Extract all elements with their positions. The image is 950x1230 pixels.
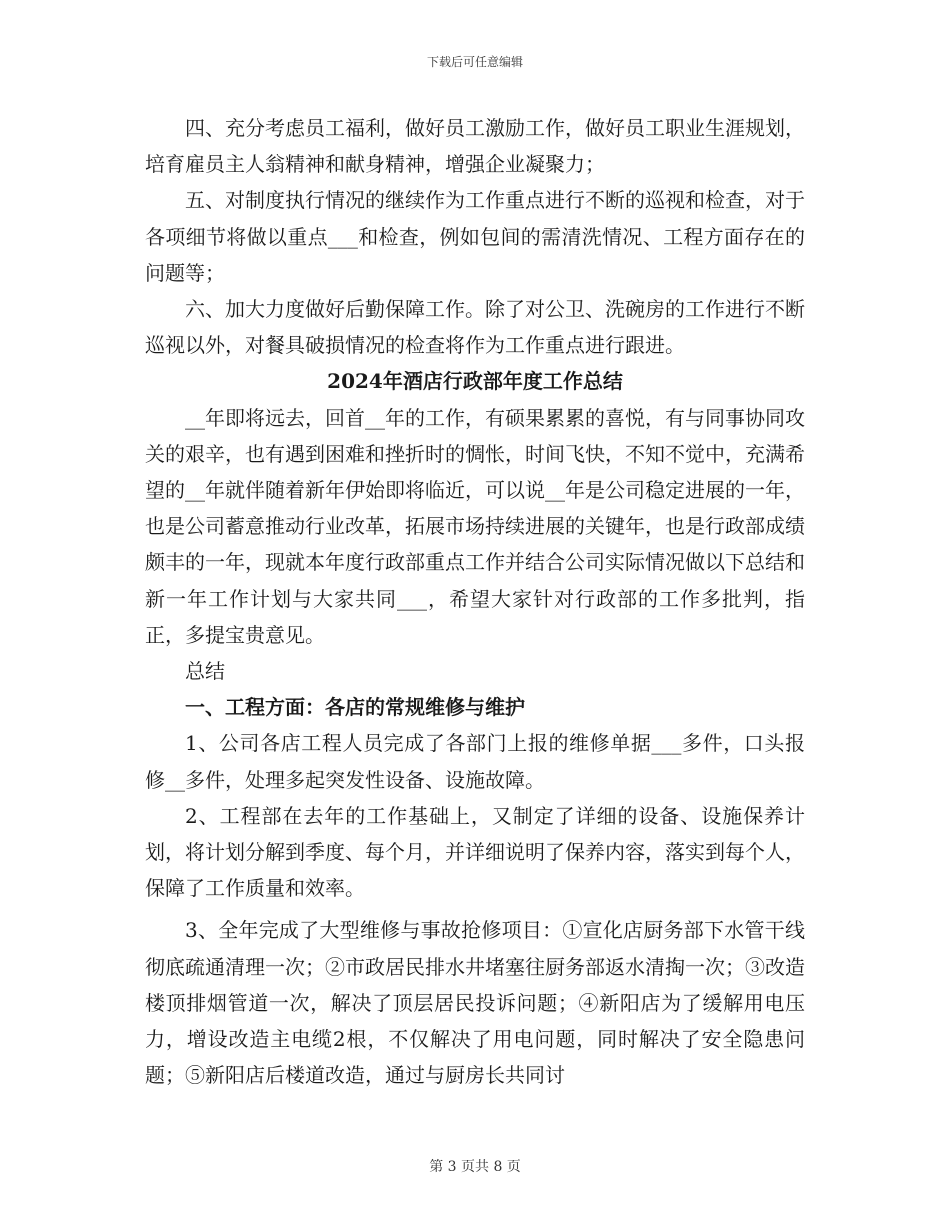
list-item-1: 1、公司各店工程人员完成了各部门上报的维修单据___多件，口头报修__多件，处理多起突发性设备、设施故障。	[145, 731, 805, 792]
document-title: 2024年酒店行政部年度工作总结	[327, 369, 623, 394]
summary-label: 总结	[185, 659, 225, 684]
page-header: 下载后可任意编辑	[426, 55, 523, 69]
paragraph-item-4: 四、充分考虑员工福利，做好员工激励工作，做好员工职业生涯规划，培育雇员主人翁精神和献身精神，增强企业凝聚力；	[145, 116, 805, 177]
list-item-2: 2、工程部在去年的工作基础上，又制定了详细的设备、设施保养计划，将计划分解到季度、每个月，并详细说明了保养内容，落实到每个人，保障了工作质量和效率。	[145, 803, 805, 901]
page-footer: 第 3 页共 8 页	[429, 1159, 521, 1175]
section-heading-engineering: 一、工程方面：各店的常规维修与维护	[185, 695, 525, 720]
intro-paragraph: __年即将远去，回首__年的工作，有硕果累累的喜悦，有与同事协同攻关的艰辛，也有遇到困难和挫折时的惆怅，时间飞快，不知不觉中，充满希望的__年就伴随着新年伊始即将临近，可以说__年是公司稳定进展的一年，也是公司蓄意推动行业改革，拓展市场持续进展的关键年，也是行政部成绩颇丰的一年，现就本年度行政部重点工作并结合公司实际情况做以下总结和新一年工作计划与大家共同___，希望大家针对行政部的工作多批判，指正，多提宝贵意见。	[145, 405, 805, 647]
paragraph-item-6: 六、加大力度做好后勤保障工作。除了对公卫、洗碗房的工作进行不断巡视以外，对餐具破损情况的检查将作为工作重点进行跟进。	[145, 297, 805, 358]
document-body	[145, 110, 805, 1093]
paragraph-item-5: 五、对制度执行情况的继续作为工作重点进行不断的巡视和检查，对于各项细节将做以重点___和检查，例如包间的需清洗情况、工程方面存在的问题等；	[145, 188, 805, 285]
list-item-3: 3、全年完成了大型维修与事故抢修项目：①宣化店厨务部下水管干线彻底疏通清理一次；②市政居民排水井堵塞往厨务部返水清掏一次；③改造楼顶排烟管道一次，解决了顶层居民投诉问题；④新阳店为了缓解用电压力，增设改造主电缆2根，不仅解决了用电问题，同时解决了安全隐患问题；⑤新阳店后楼道改造，通过与厨房长共同讨	[145, 918, 805, 1088]
